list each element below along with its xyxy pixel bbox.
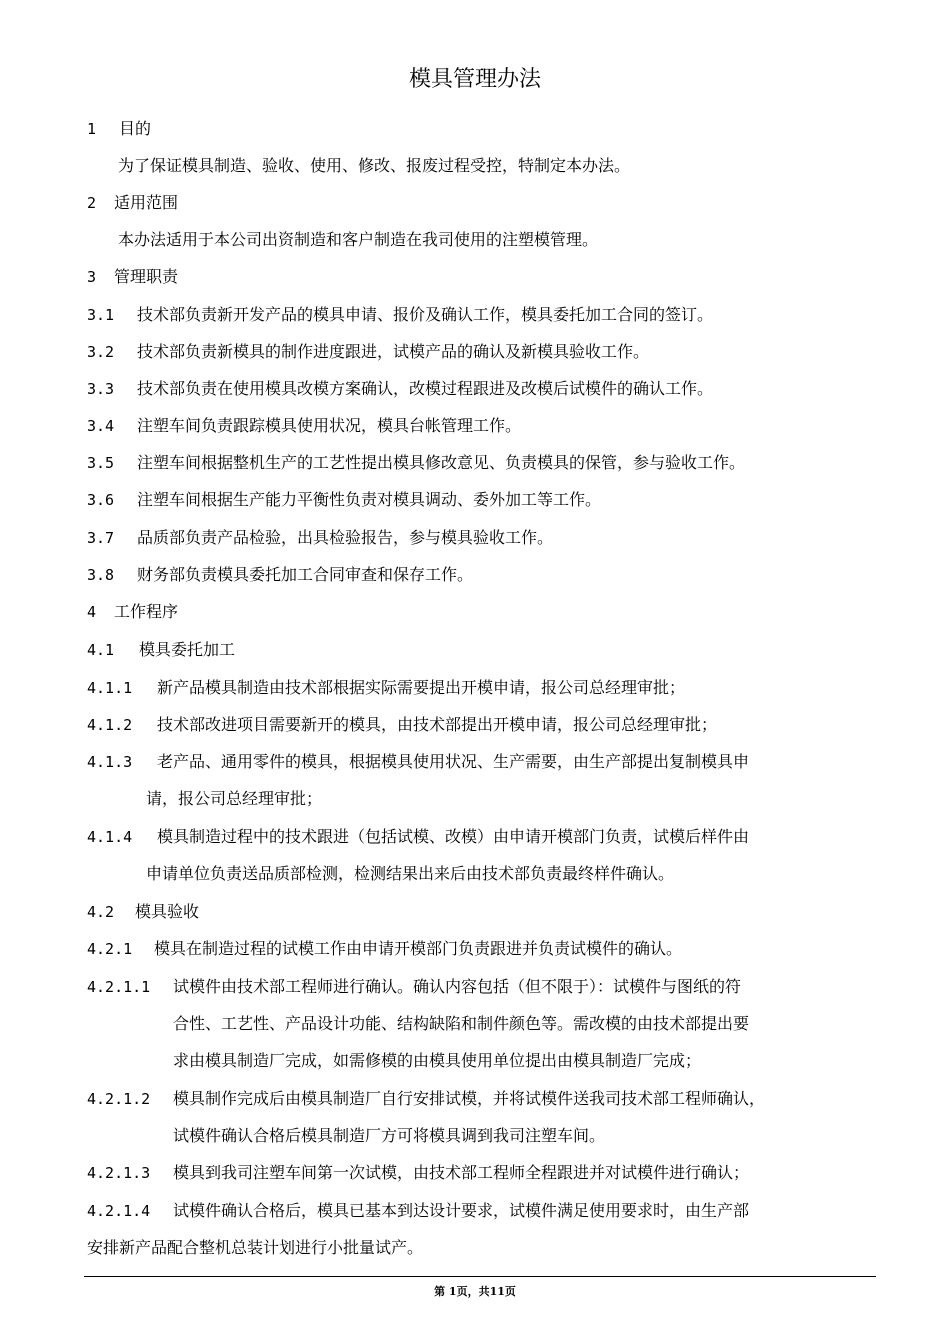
clause-text: 模具在制造过程的试模工作由申请开模部门负责跟进并负责试模件的确认。 bbox=[154, 939, 683, 958]
clause bbox=[87, 415, 521, 437]
clause-number: 4.1.1 bbox=[87, 679, 133, 697]
clause bbox=[87, 304, 713, 326]
section-heading bbox=[87, 118, 151, 140]
clause-number: 3.5 bbox=[87, 454, 115, 472]
clause-number: 3.4 bbox=[87, 417, 115, 435]
page-number: 第 1页，共11页 bbox=[434, 1285, 516, 1298]
clause-text: 模具验收 bbox=[135, 902, 200, 921]
section-text: 目的 bbox=[119, 119, 152, 138]
section-text: 管理职责 bbox=[114, 267, 179, 286]
clause bbox=[87, 826, 749, 848]
clause-number: 4.2.1.2 bbox=[87, 1090, 151, 1108]
clause-text: 试模件确认合格后，模具已基本到达设计要求，试模件满足使用要求时，由生产部 bbox=[173, 1201, 750, 1220]
section-number: 2 bbox=[87, 194, 97, 212]
clause bbox=[87, 527, 553, 549]
clause bbox=[87, 1200, 749, 1222]
clause-number: 3.8 bbox=[87, 566, 115, 584]
clause-number: 3.1 bbox=[87, 306, 115, 324]
clause bbox=[87, 938, 682, 960]
clause-text: 模具制造过程中的技术跟进（包括试模、改模）由申请开模部门负责，试模后样件由 bbox=[157, 827, 750, 846]
section-text: 工作程序 bbox=[114, 602, 179, 621]
clause bbox=[87, 1162, 749, 1184]
clause-continuation: 申请单位负责送品质部检测，检测结果出来后由技术部负责最终样件确认。 bbox=[146, 864, 675, 883]
clause-text: 试模件由技术部工程师进行确认。确认内容包括（但不限于）：试模件与图纸的符 bbox=[173, 977, 742, 996]
clause-text: 模具制作完成后由模具制造厂自行安排试模，并将试模件送我司技术部工程师确认， bbox=[173, 1089, 766, 1108]
clause bbox=[87, 677, 685, 699]
clause bbox=[87, 341, 649, 363]
clause-text: 老产品、通用零件的模具，根据模具使用状况、生产需要，由生产部提出复制模具申 bbox=[157, 752, 750, 771]
clause-text: 技术部负责新开发产品的模具申请、报价及确认工作，模具委托加工合同的签订。 bbox=[137, 305, 714, 324]
clause-number: 4.2 bbox=[87, 903, 115, 921]
clause-continuation: 合性、工艺性、产品设计功能、结构缺陷和制件颜色等。需改模的由技术部提出要 bbox=[173, 1014, 750, 1033]
clause-text: 财务部负责模具委托加工合同审查和保存工作。 bbox=[137, 565, 474, 584]
clause-text: 注塑车间负责跟踪模具使用状况，模具台帐管理工作。 bbox=[137, 416, 522, 435]
section-heading bbox=[87, 192, 178, 214]
clause-text: 注塑车间根据整机生产的工艺性提出模具修改意见、负责模具的保管，参与验收工作。 bbox=[137, 453, 746, 472]
clause-number: 4.1.3 bbox=[87, 753, 133, 771]
clause-continuation: 求由模具制造厂完成，如需修模的由模具使用单位提出由模具制造厂完成； bbox=[173, 1051, 702, 1070]
clause bbox=[87, 751, 749, 773]
clause bbox=[87, 378, 713, 400]
section-number: 1 bbox=[87, 120, 97, 138]
clause-text: 模具委托加工 bbox=[139, 640, 236, 659]
clause-text: 技术部负责在使用模具改模方案确认，改模过程跟进及改模后试模件的确认工作。 bbox=[137, 379, 714, 398]
section-text: 适用范围 bbox=[114, 193, 179, 212]
clause-text: 技术部负责新模具的制作进度跟进，试模产品的确认及新模具验收工作。 bbox=[137, 342, 650, 361]
clause bbox=[87, 489, 601, 511]
clause-number: 3.7 bbox=[87, 529, 115, 547]
clause-number: 3.3 bbox=[87, 380, 115, 398]
clause-number: 4.1.2 bbox=[87, 716, 133, 734]
paragraph: 为了保证模具制造、验收、使用、修改、报废过程受控，特制定本办法。 bbox=[118, 156, 631, 175]
clause bbox=[87, 564, 473, 586]
footer-divider bbox=[84, 1276, 876, 1277]
document-title: 模具管理办法 bbox=[408, 67, 541, 92]
section-heading bbox=[87, 266, 178, 288]
clause-number: 3.2 bbox=[87, 343, 115, 361]
clause-number: 4.2.1.4 bbox=[87, 1202, 151, 1220]
clause bbox=[87, 901, 199, 923]
paragraph: 本办法适用于本公司出资制造和客户制造在我司使用的注塑模管理。 bbox=[118, 230, 599, 249]
clause bbox=[87, 976, 741, 998]
clause-continuation: 请，报公司总经理审批； bbox=[146, 789, 323, 808]
clause-continuation: 试模件确认合格后模具制造厂方可将模具调到我司注塑车间。 bbox=[173, 1126, 606, 1145]
clause-number: 4.1 bbox=[87, 641, 115, 659]
clause bbox=[87, 639, 235, 661]
clause-number: 4.2.1 bbox=[87, 940, 133, 958]
clause-text: 技术部改进项目需要新开的模具，由技术部提出开模申请，报公司总经理审批； bbox=[157, 715, 718, 734]
clause-continuation: 安排新产品配合整机总装计划进行小批量试产。 bbox=[87, 1238, 424, 1257]
clause-text: 注塑车间根据生产能力平衡性负责对模具调动、委外加工等工作。 bbox=[137, 490, 602, 509]
clause-number: 4.2.1.3 bbox=[87, 1164, 151, 1182]
clause bbox=[87, 452, 745, 474]
clause-text: 新产品模具制造由技术部根据实际需要提出开模申请，报公司总经理审批； bbox=[157, 678, 686, 697]
clause-text: 品质部负责产品检验，出具检验报告，参与模具验收工作。 bbox=[137, 528, 554, 547]
section-number: 3 bbox=[87, 268, 97, 286]
clause-number: 4.1.4 bbox=[87, 828, 133, 846]
section-number: 4 bbox=[87, 603, 97, 621]
clause-number: 3.6 bbox=[87, 491, 115, 509]
clause-number: 4.2.1.1 bbox=[87, 978, 151, 996]
clause bbox=[87, 1088, 765, 1110]
section-heading bbox=[87, 601, 178, 623]
clause bbox=[87, 714, 717, 736]
clause-text: 模具到我司注塑车间第一次试模，由技术部工程师全程跟进并对试模件进行确认； bbox=[173, 1163, 750, 1182]
